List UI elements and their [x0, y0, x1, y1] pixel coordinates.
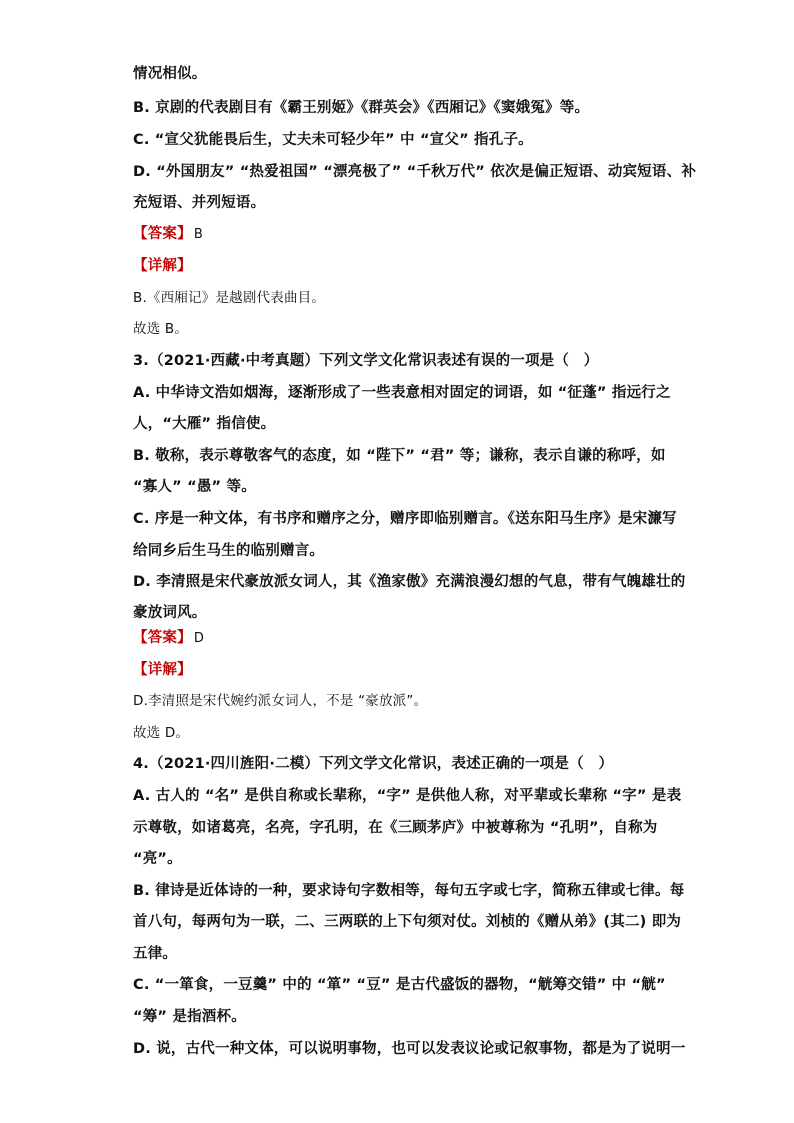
option-b: B. 敬称，表示尊敬客气的态度，如 “陛下” “君” 等；谦称，表示自谦的称呼，如	[133, 448, 666, 464]
text-line: 首八句，每两句为一联，二、三两联的上下句须对仗。刘桢的《赠从弟》(其二) 即为	[133, 914, 682, 930]
text-line: 给同乡后生马生的临别赠言。	[133, 543, 325, 559]
text-line: 充短语、并列短语。	[133, 195, 266, 211]
explanation-text: D.李清照是宋代婉约派女词人，不是 “豪放派”。	[133, 693, 428, 709]
detail-label: 【详解】	[133, 258, 192, 274]
answer-value: D	[193, 631, 205, 646]
explanation-text: B.《西厢记》是越剧代表曲目。	[133, 290, 326, 306]
detail-row	[133, 256, 192, 276]
text-line: “亮”。	[133, 851, 182, 867]
answer-row	[133, 628, 204, 649]
option-c: C. 序是一种文体，有书序和赠序之分，赠序即临别赠言。《送东阳马生序》是宋濂写	[133, 511, 677, 527]
text-line: “寡人” “愚” 等。	[133, 479, 256, 495]
option-b: B. 律诗是近体诗的一种，要求诗句字数相等，每句五字或七字，简称五律或七律。每	[133, 883, 685, 899]
option-d: D. 李清照是宋代豪放派女词人，其《渔家傲》充满浪漫幻想的气息，带有气魄雄壮的	[133, 574, 686, 590]
option-c: C. “宣父犹能畏后生，丈夫未可轻少年” 中 “宣父” 指孔子。	[133, 132, 533, 148]
conclusion-text: 故选 D。	[133, 725, 190, 741]
option-a: A. 古人的 “名” 是供自称或长辈称，“字” 是供他人称，对平辈或长辈称 “字” 是表	[133, 788, 682, 804]
option-c: C. “一箪食，一豆羹” 中的 “箪” “豆” 是古代盛饭的器物，“觥筹交错” 中 “觥”	[133, 977, 666, 993]
option-a: A. 中华诗文浩如烟海，逐渐形成了一些表意相对固定的词语，如 “征蓬” 指远行之	[133, 385, 671, 401]
text-line: 人，“大雁” 指信使。	[133, 416, 276, 432]
detail-label: 【详解】	[133, 662, 192, 678]
question-3-stem: 3.（2021·西藏·中考真题）下列文学文化常识表述有误的一项是（ ）	[133, 353, 599, 369]
answer-label: 【答案】	[133, 226, 192, 242]
text-line: 示尊敬，如诸葛亮，名亮，字孔明，在《三顾茅庐》中被尊称为 “孔明”，自称为	[133, 820, 658, 836]
answer-label: 【答案】	[133, 630, 192, 646]
option-d: D. “外国朋友” “热爱祖国” “漂亮极了” “千秋万代” 依次是偏正短语、动宾短语、补	[133, 164, 697, 180]
option-d: D. 说，古代一种文体，可以说明事物，也可以发表议论或记叙事物，都是为了说明一	[133, 1041, 686, 1057]
detail-row	[133, 660, 192, 680]
text-line: 豪放词风。	[133, 605, 207, 621]
text-line: “筹” 是指酒杯。	[133, 1009, 246, 1025]
text-line: 五律。	[133, 946, 178, 962]
answer-row	[133, 224, 203, 245]
option-b: B. 京剧的代表剧目有《霸王别姬》《群英会》《西厢记》《窦娥冤》等。	[133, 100, 590, 116]
conclusion-text: 故选 B。	[133, 321, 189, 337]
question-4-stem: 4.（2021·四川旌阳·二模）下列文学文化常识，表述正确的一项是（ ）	[133, 756, 614, 772]
answer-value: B	[193, 227, 203, 242]
text-line: 情况相似。	[133, 66, 207, 82]
